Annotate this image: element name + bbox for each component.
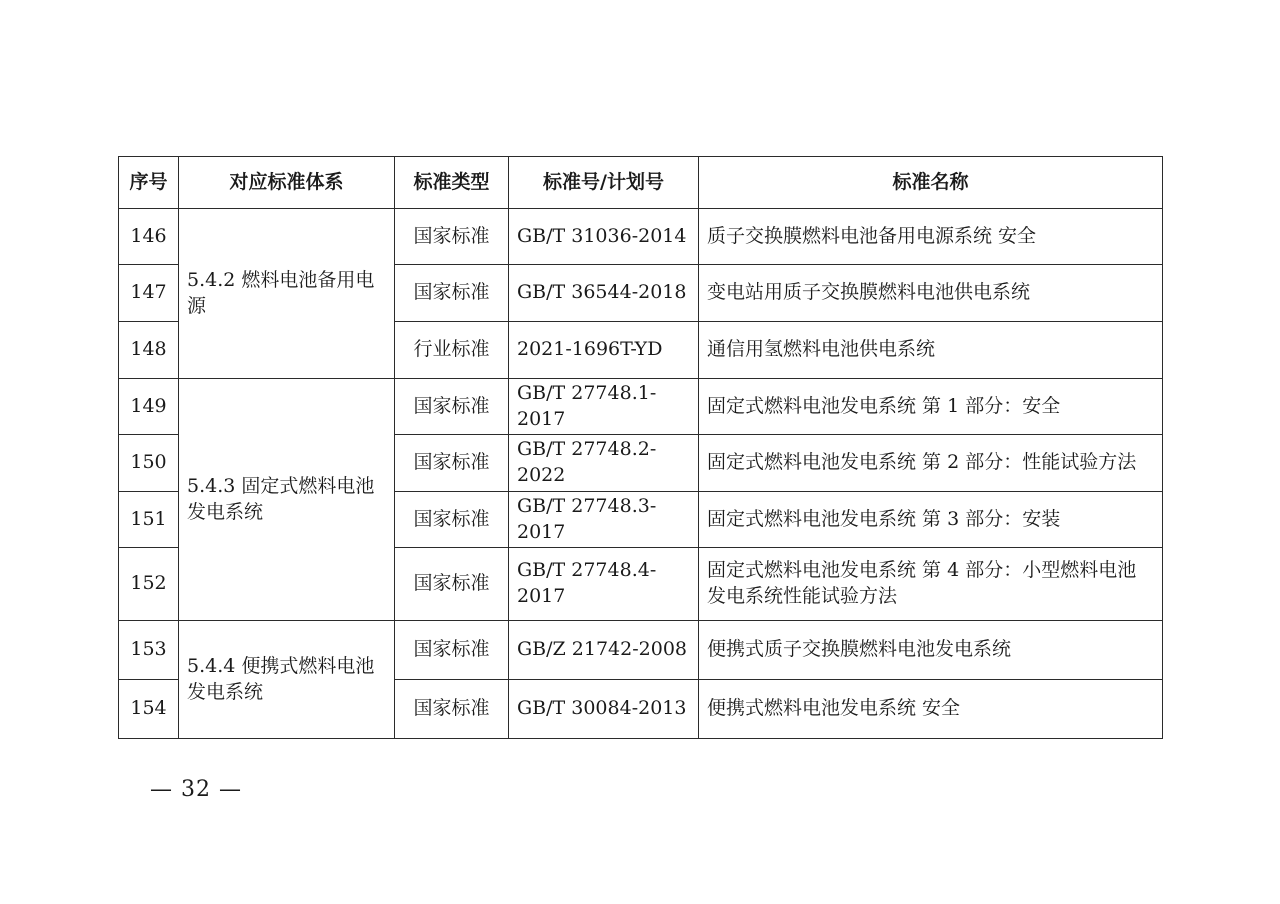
row-type: 国家标准: [395, 680, 509, 739]
row-no: 150: [119, 435, 179, 492]
row-name: 便携式质子交换膜燃料电池发电系统: [699, 621, 1163, 680]
row-number: GB/T 36544-2018: [509, 265, 699, 322]
row-number: GB/T 27748.2-2022: [509, 435, 699, 492]
table-header-row: [119, 157, 1163, 209]
system-cell: 5.4.3 固定式燃料电池发电系统: [179, 379, 395, 621]
header-type: 标准类型: [395, 157, 509, 209]
row-number: GB/T 27748.3-2017: [509, 492, 699, 548]
row-no: 154: [119, 680, 179, 739]
row-name: 质子交换膜燃料电池备用电源系统 安全: [699, 209, 1163, 265]
row-name: 固定式燃料电池发电系统 第 2 部分：性能试验方法: [699, 435, 1163, 492]
header-number: 标准号/计划号: [509, 157, 699, 209]
table-row: [119, 621, 1163, 680]
system-cell: 5.4.4 便携式燃料电池发电系统: [179, 621, 395, 739]
row-no: 149: [119, 379, 179, 435]
table-row: [119, 379, 1163, 435]
row-type: 国家标准: [395, 379, 509, 435]
row-no: 151: [119, 492, 179, 548]
row-number: 2021-1696T-YD: [509, 322, 699, 379]
row-number: GB/Z 21742-2008: [509, 621, 699, 680]
row-number: GB/T 27748.1-2017: [509, 379, 699, 435]
row-number: GB/T 31036-2014: [509, 209, 699, 265]
row-type: 国家标准: [395, 265, 509, 322]
row-no: 153: [119, 621, 179, 680]
row-name: 变电站用质子交换膜燃料电池供电系统: [699, 265, 1163, 322]
row-type: 国家标准: [395, 492, 509, 548]
row-no: 146: [119, 209, 179, 265]
system-cell: 5.4.2 燃料电池备用电源: [179, 209, 395, 379]
row-type: 国家标准: [395, 548, 509, 621]
row-name: 便携式燃料电池发电系统 安全: [699, 680, 1163, 739]
row-name: 固定式燃料电池发电系统 第 3 部分：安装: [699, 492, 1163, 548]
row-no: 152: [119, 548, 179, 621]
row-type: 国家标准: [395, 621, 509, 680]
row-type: 国家标准: [395, 435, 509, 492]
row-no: 148: [119, 322, 179, 379]
header-no: 序号: [119, 157, 179, 209]
row-no: 147: [119, 265, 179, 322]
table-row: [119, 209, 1163, 265]
row-type: 行业标准: [395, 322, 509, 379]
row-number: GB/T 27748.4-2017: [509, 548, 699, 621]
row-name: 固定式燃料电池发电系统 第 4 部分：小型燃料电池发电系统性能试验方法: [699, 548, 1163, 621]
header-name: 标准名称: [699, 157, 1163, 209]
header-system: 对应标准体系: [179, 157, 395, 209]
row-number: GB/T 30084-2013: [509, 680, 699, 739]
row-type: 国家标准: [395, 209, 509, 265]
row-name: 通信用氢燃料电池供电系统: [699, 322, 1163, 379]
row-name: 固定式燃料电池发电系统 第 1 部分：安全: [699, 379, 1163, 435]
standards-table: [118, 156, 1163, 739]
page-number: — 32 —: [150, 777, 242, 802]
